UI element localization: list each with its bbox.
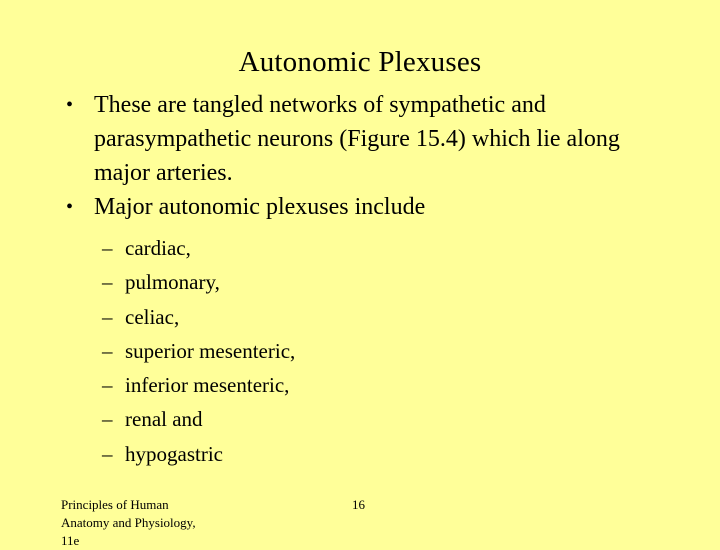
sub-bullet-text: celiac, [125,304,180,329]
bullet-item [66,190,666,224]
bullet-icon: • [66,196,74,218]
sub-bullet-text: pulmonary, [125,270,220,295]
sub-bullet-item [102,231,295,265]
bullet-text: These are tangled networks of sympathetic and parasympathetic neurons (Figure 15.4) which lie along major arteries. [94,92,620,186]
dash-icon: – [102,304,113,329]
bullet-text: Major autonomic plexuses include [94,194,426,220]
sub-bullet-text: hypogastric [125,441,223,466]
sub-bullet-item [102,402,295,436]
sub-bullet-item [102,300,295,334]
dash-icon: – [102,441,113,466]
page-number: 16 [352,497,365,512]
dash-icon: – [102,373,113,398]
sub-bullet-item [102,368,295,402]
dash-icon: – [102,270,113,295]
slide-title: Autonomic Plexuses [238,46,482,78]
sub-bullet-text: renal and [125,407,203,432]
dash-icon: – [102,338,113,363]
bullet-list [66,88,666,224]
sub-bullet-text: superior mesenteric, [125,338,296,363]
sub-bullet-text: cardiac, [125,236,191,260]
dash-icon: – [102,407,113,432]
bullet-item [66,88,666,190]
sub-bullet-item [102,437,295,471]
bullet-icon: • [66,94,74,116]
sub-bullet-list [102,231,295,471]
sub-bullet-item [102,334,295,368]
sub-bullet-item [102,265,295,299]
footer-source: Principles of Human Anatomy and Physiology, 11e [61,497,196,548]
sub-bullet-text: inferior mesenteric, [125,373,290,398]
dash-icon: – [102,236,113,260]
